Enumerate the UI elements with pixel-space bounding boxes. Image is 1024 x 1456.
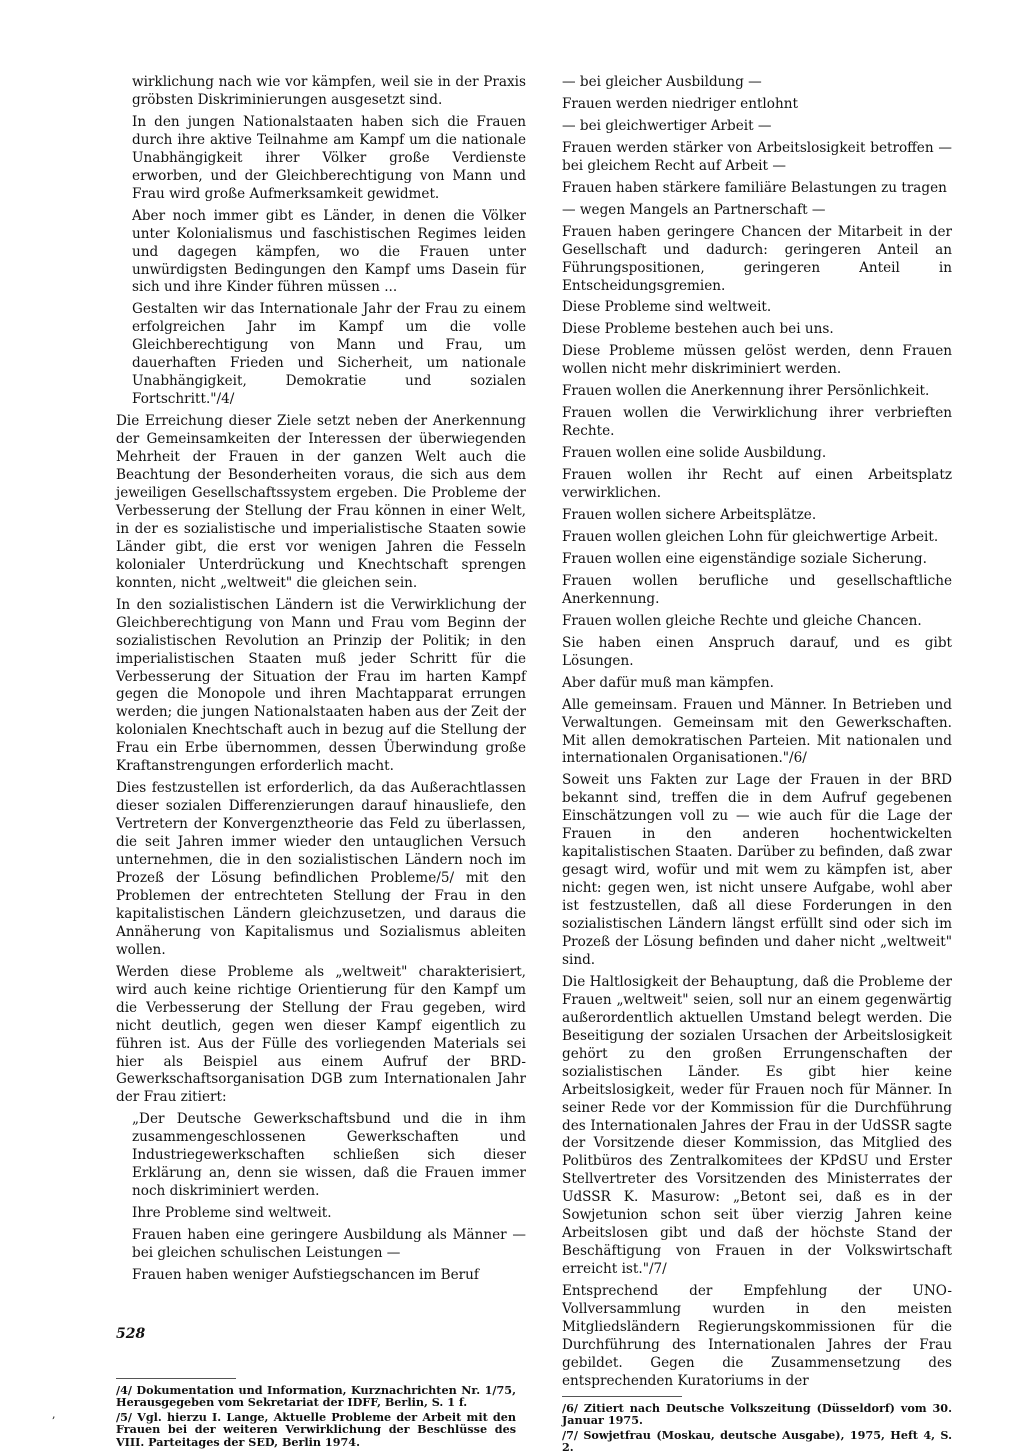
footnote: /6/ Zitiert nach Deutsche Volkszeitung (Düsseldorf) vom 30. Januar 1975. — [562, 1401, 952, 1428]
quote-line: Diese Probleme müssen gelöst werden, denn Frauen wollen nicht mehr diskriminiert werden. — [562, 343, 952, 378]
scan-mark: , — [52, 1408, 56, 1421]
quote-paragraph: „Der Deutsche Gewerkschaftsbund und die in ihm zusammengeschlossenen Gewerkschaften und Industriegewerkschaften schließen sich dieser Erklärung an, denn sie wissen, daß die Frauen immer noch diskriminiert werden. — [132, 1111, 526, 1200]
footnote: /4/ Dokumentation und Information, Kurznachrichten Nr. 1/75, Herausgegeben vom Sekretariat der IDFF, Berlin, S. 1 f. — [116, 1383, 516, 1410]
quote-line: Frauen wollen die Verwirklichung ihrer verbrieften Rechte. — [562, 405, 952, 440]
quote-paragraph: Frauen haben eine geringere Ausbildung als Männer — bei gleichen schulischen Leistungen — — [132, 1227, 526, 1262]
quote-line: — bei gleicher Ausbildung — — [562, 74, 762, 90]
quote-line: Frauen werden stärker von Arbeitslosigkeit betroffen — bei gleichem Recht auf Arbeit — — [562, 139, 952, 174]
quote-line: Sie haben einen Anspruch darauf, und es gibt Lösungen. — [562, 634, 952, 669]
paragraph: Gestalten wir das Internationale Jahr der Frau zu einem erfolgreichen Jahr im Kampf um die volle Gleichberechtigung von Mann und Frau, um dauerhaften Frieden und Sicherheit, um nationale Unabhängigkeit, Demokratie und sozialen Fortschritt."/4/ — [132, 301, 526, 408]
paragraph: In den sozialistischen Ländern ist die Verwirklichung der Gleichberechtigung von Mann und Frau vom Beginn der sozialistischen Revolution an Prinzip der Politik; in den imperialistischen Staaten muß jeder Schritt für die Verbesserung der Situation der Frau im harten Kampf gegen die Monopole und ihren Machtapparat errungen werden; die jungen Nationalstaaten haben aus der Zeit der kolonialen Knechtschaft auch in bezug auf die Stellung der Frau ein Erbe übernommen, dessen Überwindung große Kraftanstrengungen erforderlich macht. — [116, 596, 526, 775]
paragraph: Dies festzustellen ist erforderlich, da das Außerachtlassen dieser sozialen Differenzierungen darauf hinausliefe, den Vertretern der Konvergenztheorie das Feld zu überlassen, die seit Jahren immer wieder den untauglichen Versuch unternehmen, die in den sozialistischen Ländern noch im Prozeß der Lösung befindlichen Probleme/5/ mit den Problemen der entrechteten Stellung der Frau in den kapitalistischen Ländern gleichzusetzen, und daraus die Annäherung von Kapitalismus und Sozialismus ableiten wollen. — [116, 780, 526, 958]
paragraph: Aber noch immer gibt es Länder, in denen die Völker unter Kolonialismus und faschistischen Regimes leiden und dagegen kämpfen, wo die Frauen unter unwürdigsten Bedingungen den Kampf ums Dasein für sich und ihre Kinder führen müssen ... — [132, 207, 526, 296]
quote-line: Frauen wollen sichere Arbeitsplätze. — [562, 507, 817, 524]
quote-line: Frauen haben geringere Chancen der Mitarbeit in der Gesellschaft und dadurch: geringeren Anteil an Führungspositionen, geringeren Anteil in Entscheidungsgremien. — [562, 223, 952, 294]
right-column — [562, 74, 952, 1395]
quote-line: Frauen wollen eine solide Ausbildung. — [562, 445, 827, 462]
quote-line: Frauen wollen gleiche Rechte und gleiche Chancen. — [562, 612, 922, 629]
footnote-rule-left — [116, 1378, 236, 1379]
paragraph: Die Haltlosigkeit der Behauptung, daß die Probleme der Frauen „weltweit" seien, soll nur an einem gegenwärtig außerordentlich aktuellen Umstand belegt werden. Die Beseitigung der sozialen Ursachen der Arbeitslosigkeit gehört zu den großen Errungenschaften der sozialistischen Länder. Es gibt hier keine Arbeitslosigkeit, weder für Frauen noch für Männer. In seiner Rede vor der Kommission für die Durchführung des Internationalen Jahres der Frau in der UdSSR sagte der Vorsitzende dieser Kommission, das Mitglied des Politbüros des Zentralkomitees der KPdSU und Erster Stellvertreter des Vorsitzenden des Ministerrates der UdSSR K. Masurow: „Betont sei, daß es in der Sowjetunion schon seit über vierzig Jahren keine Arbeitslosen gibt und daß der höchste Stand der Beschäftigung von Frauen in der Volkswirtschaft erreicht ist."/7/ — [562, 973, 952, 1278]
quote-paragraph: Ihre Probleme sind weltweit. — [132, 1205, 332, 1222]
quote-line: Frauen wollen ihr Recht auf einen Arbeitsplatz verwirklichen. — [562, 467, 952, 502]
footnote: /5/ Vgl. hierzu I. Lange, Aktuelle Probleme der Arbeit mit den Frauen bei der weiteren Verwirklichung der Beschlüsse des VIII. Parteitages der SED, Berlin 1974. — [116, 1409, 516, 1449]
quote-line: — wegen Mangels an Partnerschaft — — [562, 201, 826, 218]
paragraph: In den jungen Nationalstaaten haben sich die Frauen durch ihre aktive Teilnahme am Kampf um die nationale Unabhängigkeit ihrer Völker große Verdienste erworben, und der Gleichberechtigung von Mann und Frau wird große Aufmerksamkeit gewidmet. — [132, 113, 526, 202]
footnotes-left — [116, 1384, 516, 1450]
quote-line: Frauen wollen gleichen Lohn für gleichwertige Arbeit. — [562, 528, 939, 545]
quote-line: Frauen wollen eine eigenständige soziale Sicherung. — [562, 550, 927, 567]
quote-line: Frauen haben stärkere familiäre Belastungen zu tragen — [562, 179, 947, 196]
page-number: 528 — [116, 1326, 146, 1342]
footnote: /7/ Sowjetfrau (Moskau, deutsche Ausgabe), 1975, Heft 4, S. 2. — [562, 1427, 952, 1455]
quote-line: Frauen wollen berufliche und gesellschaftliche Anerkennung. — [562, 572, 952, 607]
paragraph: Entsprechend der Empfehlung der UNO-Vollversammlung wurden in den meisten Mitgliedsländern Regierungskommissionen für die Durchführung des Internationalen Jahres der Frau gebildet. Gegen die Zusammensetzung des entsprechenden Kuratoriums in der — [562, 1283, 952, 1389]
paragraph: wirklichung nach wie vor kämpfen, weil sie in der Praxis gröbsten Diskriminierungen ausgesetzt sind. — [132, 74, 526, 108]
quote-line: Alle gemeinsam. Frauen und Männer. In Betrieben und Verwaltungen. Gemeinsam mit den Gewerkschaften. Mit allen demokratischen Parteien. Mit nationalen und internationalen Organisationen."/6/ — [562, 696, 952, 767]
footnotes-right — [562, 1402, 952, 1456]
quote-line: Frauen werden niedriger entlohnt — [562, 95, 798, 112]
quote-line: — bei gleichwertiger Arbeit — — [562, 117, 772, 134]
paragraph: Die Erreichung dieser Ziele setzt neben der Anerkennung der Gemeinsamkeiten der Interessen der überwiegenden Mehrheit der Frauen in der ganzen Welt auch die Beachtung der Besonderheiten voraus, die sich aus dem jeweiligen Gesellschaftssystem ergeben. Die Probleme der Verbesserung der Stellung der Frau können in einer Welt, in der es sozialistische und imperialistische Staaten sowie Länder gibt, die erst vor wenigen Jahren die Fesseln kolonialer Unterdrückung und Knechtschaft sprengen konnten, nicht „weltweit" die gleichen sein. — [116, 413, 526, 591]
paragraph: Werden diese Probleme als „weltweit" charakterisiert, wird auch keine richtige Orientierung für den Kampf um die Verbesserung der Stellung der Frau gegeben, wird nicht deutlich, gegen wen dieser Kampf eigentlich zu führen ist. Aus der Fülle des vorliegenden Materials sei hier als Beispiel aus einem Aufruf der BRD-Gewerkschaftsorganisation DGB zum Internationalen Jahr der Frau zitiert: — [116, 963, 526, 1106]
left-column — [116, 74, 526, 1289]
quote-line: Frauen wollen die Anerkennung ihrer Persönlichkeit. — [562, 383, 930, 400]
footnote-rule-right — [562, 1396, 682, 1397]
quote-line: Aber dafür muß man kämpfen. — [562, 674, 774, 691]
quote-paragraph: Frauen haben weniger Aufstiegschancen im Beruf — [132, 1267, 479, 1283]
quote-line: Diese Probleme sind weltweit. — [562, 299, 772, 316]
quote-line: Diese Probleme bestehen auch bei uns. — [562, 321, 834, 338]
paragraph: Soweit uns Fakten zur Lage der Frauen in der BRD bekannt sind, treffen die in dem Aufruf gegebenen Einschätzungen voll zu — wie auch für die Lage der Frauen in den anderen hochentwickelten kapitalistischen Staaten. Darüber zu befinden, daß zwar gesagt wird, wofür und mit wem zu kämpfen ist, aber nicht: gegen wen, ist nicht unsere Aufgabe, wohl aber ist festzustellen, daß all diese Forderungen in den sozialistischen Ländern längst erfüllt sind oder sich im Prozeß der Lösung befinden und daher nicht „weltweit" sind. — [562, 772, 952, 968]
